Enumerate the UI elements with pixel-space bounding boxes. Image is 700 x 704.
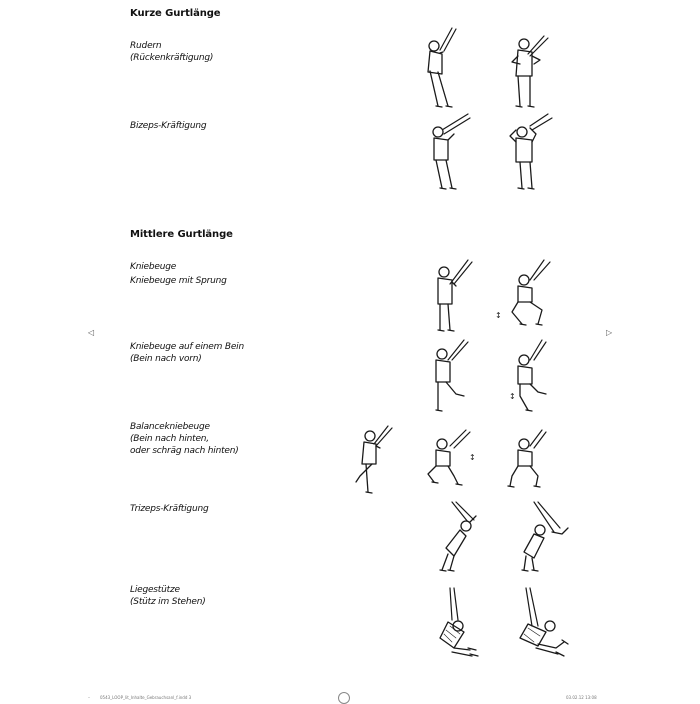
biceps-end-figure — [502, 114, 554, 192]
exercise-label-line: (Bein nach vorn) — [130, 354, 202, 364]
balance-squat-illustration-icon — [350, 424, 394, 496]
section-heading-medium-strap: Mittlere Gurtlänge — [130, 229, 233, 240]
up-down-arrow-icon: ↕ — [495, 311, 502, 320]
triceps-illustration-icon — [432, 500, 486, 574]
exercise-label-line: Kniebeuge mit Sprung — [130, 276, 227, 286]
squat-start-figure — [428, 258, 476, 334]
exercise-label-biceps — [130, 120, 206, 132]
balance-squat-mid-figure — [424, 428, 474, 488]
single-leg-squat-illustration-icon — [424, 338, 474, 414]
balance-squat-side-figure — [350, 424, 394, 496]
crop-mark-left-icon: ◁ — [88, 328, 95, 337]
squat-end-figure — [508, 258, 554, 328]
biceps-curl-illustration-icon — [420, 114, 472, 192]
squat-illustration-icon — [508, 258, 554, 328]
exercise-label-single-leg-squat — [130, 341, 244, 365]
triceps-illustration-icon — [512, 500, 570, 574]
exercise-label-line: Balancekniebeuge — [130, 422, 210, 432]
balance-squat-illustration-icon — [506, 428, 554, 490]
exercise-label-line: Kniebeuge — [130, 262, 177, 272]
exercise-label-line: Bizeps-Kräftigung — [130, 121, 207, 131]
exercise-label-line: Rudern — [130, 41, 162, 51]
balance-squat-end-figure — [506, 428, 554, 490]
pushup-illustration-icon — [432, 586, 482, 660]
exercise-label-line: Kniebeuge auf einem Bein — [130, 342, 244, 352]
up-down-arrow-icon: ↕ — [509, 392, 516, 401]
triceps-end-figure — [512, 500, 570, 574]
exercise-label-line: oder schräg nach hinten) — [130, 446, 239, 456]
registration-mark-icon — [338, 692, 350, 704]
footer-file-name: 0543_LOOP_lit_Inhalte_Gebrauchsanl_f.indd 3 — [100, 695, 192, 700]
crop-mark-right-icon: ▷ — [606, 328, 613, 337]
row-end-figure — [498, 34, 550, 110]
footer-timestamp: 03.02.12 13:08 — [566, 695, 597, 700]
pushup-illustration-icon — [510, 586, 572, 660]
single-leg-squat-illustration-icon — [506, 338, 552, 414]
single-leg-squat-start-figure — [424, 338, 474, 414]
pushup-end-figure — [510, 586, 572, 660]
balance-squat-illustration-icon — [424, 428, 474, 488]
exercise-label-row — [130, 40, 213, 64]
exercise-label-line: (Stütz im Stehen) — [130, 597, 206, 607]
biceps-curl-illustration-icon — [502, 114, 554, 192]
triceps-start-figure — [432, 500, 486, 574]
exercise-label-pushup — [130, 584, 206, 608]
exercise-label-line: Trizeps-Kräftigung — [130, 504, 209, 514]
pushup-start-figure — [432, 586, 482, 660]
squat-illustration-icon — [428, 258, 476, 334]
exercise-label-squat — [130, 261, 227, 287]
exercise-label-line: (Bein nach hinten, — [130, 434, 209, 444]
exercise-label-line: Liegestütze — [130, 585, 180, 595]
exercise-label-line: (Rückenkräftigung) — [130, 53, 214, 63]
section-heading-short-strap: Kurze Gurtlänge — [130, 8, 221, 19]
footer-code: – — [88, 695, 90, 700]
row-pull-illustration-icon — [418, 26, 468, 110]
row-pull-illustration-icon — [498, 34, 550, 110]
exercise-label-balance-squat — [130, 421, 239, 457]
single-leg-squat-end-figure — [506, 338, 552, 414]
row-start-figure — [418, 26, 468, 110]
exercise-label-triceps — [130, 503, 208, 515]
up-down-arrow-icon: ↕ — [469, 453, 476, 462]
biceps-start-figure — [420, 114, 472, 192]
